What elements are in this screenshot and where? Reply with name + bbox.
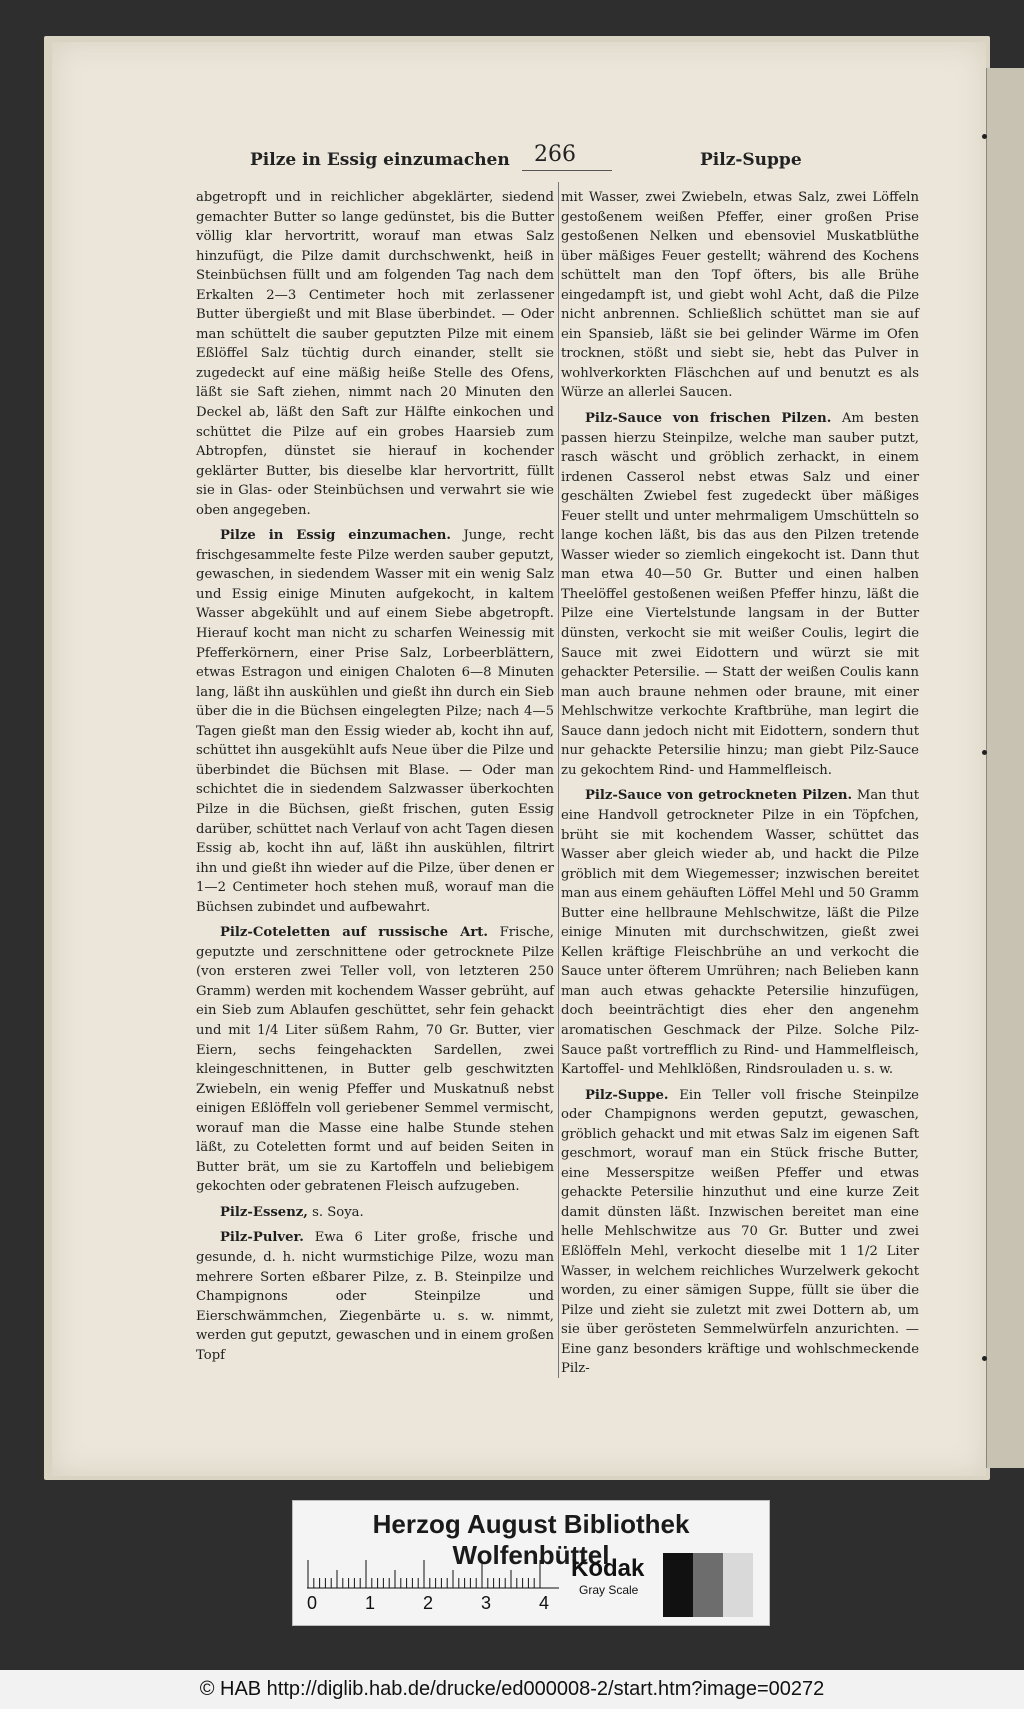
gray-patch-mid bbox=[693, 1553, 723, 1617]
binding-hole bbox=[982, 1356, 987, 1361]
entry-text: s. Soya. bbox=[312, 1204, 364, 1220]
running-head-right: Pilz-Suppe bbox=[700, 150, 802, 170]
running-head bbox=[52, 142, 986, 178]
ruler-label-0: 0 bbox=[307, 1593, 318, 1613]
entry-lemma: Pilz-Sauce von frischen Pilzen. bbox=[585, 411, 832, 427]
ruler-label-2: 2 bbox=[423, 1593, 434, 1613]
gray-patches bbox=[663, 1553, 753, 1617]
gray-patch-light bbox=[723, 1553, 753, 1617]
entry-text: Am besten passen hierzu Steinpilze, welche man sauber putzt, rasch wäscht und gröblich zerhackt, in einem irdenen Casserol nebst etwas Salz und einer geschälten Zwiebel fest zugedeckt über mäßiges Feuer stellt und unter mehrmaligem Umschütteln so lange kochen läßt, bis das aus den Pilzen tretende Wasser wieder so ziemlich eingekocht ist. Dann thut man etwa 40—50 Gr. Butter und einen halben Theelöffel gestoßenen weißen Pfeffer hinzu, läßt die Pilze eine Viertelstunde langsam in der Butter dünsten, verkocht sie mit weißer Coulis, legirt die Sauce mit zwei Eidottern und würzt sie mit gehackter Petersilie. — Statt der weißen Coulis kann man auch braune nehmen oder braune, mit einer Mehlschwitze verkochte Kraftbrühe, man legirt die Sauce dann jedoch nicht mit Eidottern, sondern thut nur gehackte Petersilie hinzu; man giebt Pilz-Sauce zu gekochtem Rind- und Hammelfleisch. bbox=[561, 411, 919, 778]
ruler-scale bbox=[307, 1559, 559, 1589]
entry-paragraph bbox=[196, 1203, 554, 1223]
ruler-label-1: 1 bbox=[365, 1593, 376, 1613]
entry-lemma: Pilze in Essig einzumachen. bbox=[220, 528, 451, 544]
entry-text: abgetropft und in reichlicher abgeklärter, siedend gemachter Butter so lange gedünstet, bis die Butter völlig klar hervortritt, worauf man etwas Salz hinzufügt, die Pilze damit durchschwenkt, heiß in Steinbüchsen füllt und am folgenden Tag nach dem Erkalten 2—3 Centimeter hoch mit zerlassener Butter übergießt und mit Blase überbindet. — Oder man schüttelt die sauber geputzten Pilze mit einem Eßlöffel Salz tüchtig durch einander, stellt sie zugedeckt auf eine mäßig heiße Stelle des Ofens, läßt sie Saft ziehen, nimmt nach 20 Minuten den Deckel ab, läßt den Saft zur Hälfte einkochen und schüttet die Pilze auf ein grobes Haarsieb zum Abtropfen, dünstet sie hierauf in kochender geklärter Butter, bis dieselbe klar hervortritt, füllt sie in Glas- oder Steinbüchsen und verwahrt sie wie oben angegeben. bbox=[196, 190, 554, 518]
gray-scale-label: Gray Scale bbox=[579, 1583, 639, 1597]
entry-paragraph bbox=[196, 1228, 554, 1365]
ruler-label-3: 3 bbox=[481, 1593, 492, 1613]
right-column bbox=[561, 188, 919, 1385]
column-divider bbox=[558, 182, 559, 1378]
ruler-label-4: 4 bbox=[539, 1593, 550, 1613]
entry-lemma: Pilz-Coteletten auf russische Art. bbox=[220, 925, 488, 941]
entry-lemma: Pilz-Sauce von getrockneten Pilzen. bbox=[585, 788, 853, 804]
facing-page-edge bbox=[986, 68, 1024, 1468]
left-column bbox=[196, 188, 554, 1371]
entry-paragraph bbox=[561, 786, 919, 1079]
entry-paragraph bbox=[196, 526, 554, 917]
book-page bbox=[52, 42, 986, 1476]
entry-lemma: Pilz-Suppe. bbox=[585, 1087, 669, 1103]
entry-paragraph bbox=[561, 409, 919, 780]
entry-lemma: Pilz-Pulver. bbox=[220, 1230, 304, 1246]
entry-text: mit Wasser, zwei Zwiebeln, etwas Salz, zwei Löffeln gestoßenem weißen Pfeffer, einer großen Prise gestoßenen Nelken und ebensoviel Muskatblüthe über mäßiges Feuer gestellt; während des Kochens schüttelt man den Topf öfters, bis alle Brühe eingedampft ist, und giebt wohl Acht, daß die Pilze nicht anbrennen. Schließlich schüttet man sie auf ein Spansieb, läßt sie bei gelinder Wärme im Ofen trocknen, stößt und siebt sie, hebt das Pulver in wohlverkorkten Fläschchen auf und benutzt es als Würze an allerlei Saucen. bbox=[561, 190, 919, 401]
header-rule bbox=[522, 170, 612, 171]
gray-patch-black bbox=[663, 1553, 693, 1617]
binding-hole bbox=[982, 134, 987, 139]
entry-paragraph bbox=[196, 923, 554, 1197]
library-name: Herzog August Bibliothek Wolfenbüttel bbox=[372, 1509, 690, 1570]
running-head-left: Pilze in Essig einzumachen bbox=[250, 150, 510, 170]
entry-text: Ewa 6 Liter große, frische und gesunde, d. h. nicht wurmstichige Pilze, wozu man mehrere Sorten eßbarer Pilze, z. B. Steinpilze und Champignons oder Steinpilze und Eierschwämmchen, Ziegenbärte u. s. w. nimmt, werden gut geputzt, gewaschen und in einem großen Topf bbox=[196, 1230, 554, 1363]
entry-paragraph bbox=[561, 1086, 919, 1379]
paragraph bbox=[196, 188, 554, 520]
kodak-logo: Kodak bbox=[571, 1555, 645, 1582]
entry-text: Ein Teller voll frische Steinpilze oder Champignons werden geputzt, gewaschen, gröblich gehackt und mit etwas Salz im eigenen Saft geschmort, worauf man ein Stück frische Butter, eine Messerspitze weißen Pfeffer und etwas gehackte Petersilie hinzuthut und eine kurze Zeit damit dünsten läßt. Inzwischen bereitet man eine helle Mehlschwitze aus 70 Gr. Butter und zwei Eßlöffeln Mehl, verkocht dieselbe mit 1 1/2 Liter Wasser, in welchem reichliches Wurzelwerk gekocht worden, zu einer sämigen Suppe, füllt sie über die Pilze und zieht sie zuletzt mit zwei Dottern ab, um sie über gerösteten Semmelwürfeln anzurichten. — Eine ganz besonders kräftige und wohlschmeckende Pilz- bbox=[561, 1087, 919, 1377]
color-calibration-card bbox=[292, 1500, 770, 1626]
entry-text: Junge, recht frischgesammelte feste Pilze werden sauber geputzt, gewaschen, in siedendem Wasser mit ein wenig Salz und Essig einige Minuten aufgekocht, in kaltem Wasser abgekühlt und auf einem Siebe abgetropft. Hierauf kocht man nicht zu scharfen Weinessig mit Pfefferkörnern, einer Prise Salz, Lorbeerblättern, etwas Estragon und einigen Chaloten 6—8 Minuten lang, läßt ihn auskühlen und gießt ihn durch ein Sieb über die in die Büchsen eingelegten Pilze; nach 4—5 Tagen gießt man den Essig wieder ab, kocht ihn auf, schüttet ihn ausgekühlt aufs Neue über die Pilze und überbindet die Büchsen mit Blase. — Oder man schichtet die in siedendem Salzwasser überkochten Pilze in die Büchsen, gießt frischen, guten Essig darüber, schüttet nach Verlauf von acht Tagen diesen Essig ab, kocht ihn auf, läßt ihn auskühlen, filtrirt ihn und gießt ihn wieder auf die Pilze, über denen er 1—2 Centimeter hoch stehen muß, worauf man die Büchsen zubindet und aufbewahrt. bbox=[196, 528, 554, 915]
entry-text: Frische, geputzte und zerschnittene oder getrocknete Pilze (von ersteren zwei Teller voll, von letzteren 250 Gramm) werden mit kochendem Wasser gebrüht, auf ein Sieb zum Ablaufen geschüttet, sehr fein gehackt und mit 1/4 Liter süßem Rahm, 70 Gr. Butter, vier Eiern, sechs feingehackten Sardellen, zwei kleingeschnittenen, in Butter gelb geschwitzten Zwiebeln, ein wenig Pfeffer und Muskatnuß nebst einigen Eßlöffeln voll geriebener Semmel vermischt, worauf man die Masse eine halbe Stunde stehen läßt, zu Coteletten formt und auf beiden Seiten in Butter brät, um sie zu Kartoffeln und beliebigem gekochten oder gebratenen Fleisch aufzugeben. bbox=[196, 925, 554, 1195]
entry-text: Man thut eine Handvoll getrockneter Pilze in ein Töpfchen, brüht sie mit kochendem Wasser, schüttet das Wasser aber gleich wieder ab, und hackt die Pilze gröblich mit dem Wiegemesser; inzwischen bereitet man aus einem gehäuften Löffel Mehl und 50 Gramm Butter eine hellbraune Mehlschwitze, läßt die Pilze einige Minuten mit durchschwitzen, gießt zwei Kellen kräftige Fleischbrühe an und verkocht die Sauce unter öfterem Umrühren; nach Belieben kann man auch etwas gehackte Petersilie hinzufügen, doch beeinträchtigt dies eher den angenehm aromatischen Geschmack der Pilze. Solche Pilz-Sauce paßt vortrefflich zu Rind- und Hammelfleisch, Kartoffel- und Mehlklößen, Rindsrouladen u. s. w. bbox=[561, 788, 919, 1078]
paragraph bbox=[561, 188, 919, 403]
copyright-footer: © HAB http://diglib.hab.de/drucke/ed000008-2/start.htm?image=00272 bbox=[0, 1670, 1024, 1709]
page-number: 266 bbox=[534, 142, 576, 167]
binding-hole bbox=[982, 750, 987, 755]
entry-lemma: Pilz-Essenz, bbox=[220, 1204, 308, 1220]
